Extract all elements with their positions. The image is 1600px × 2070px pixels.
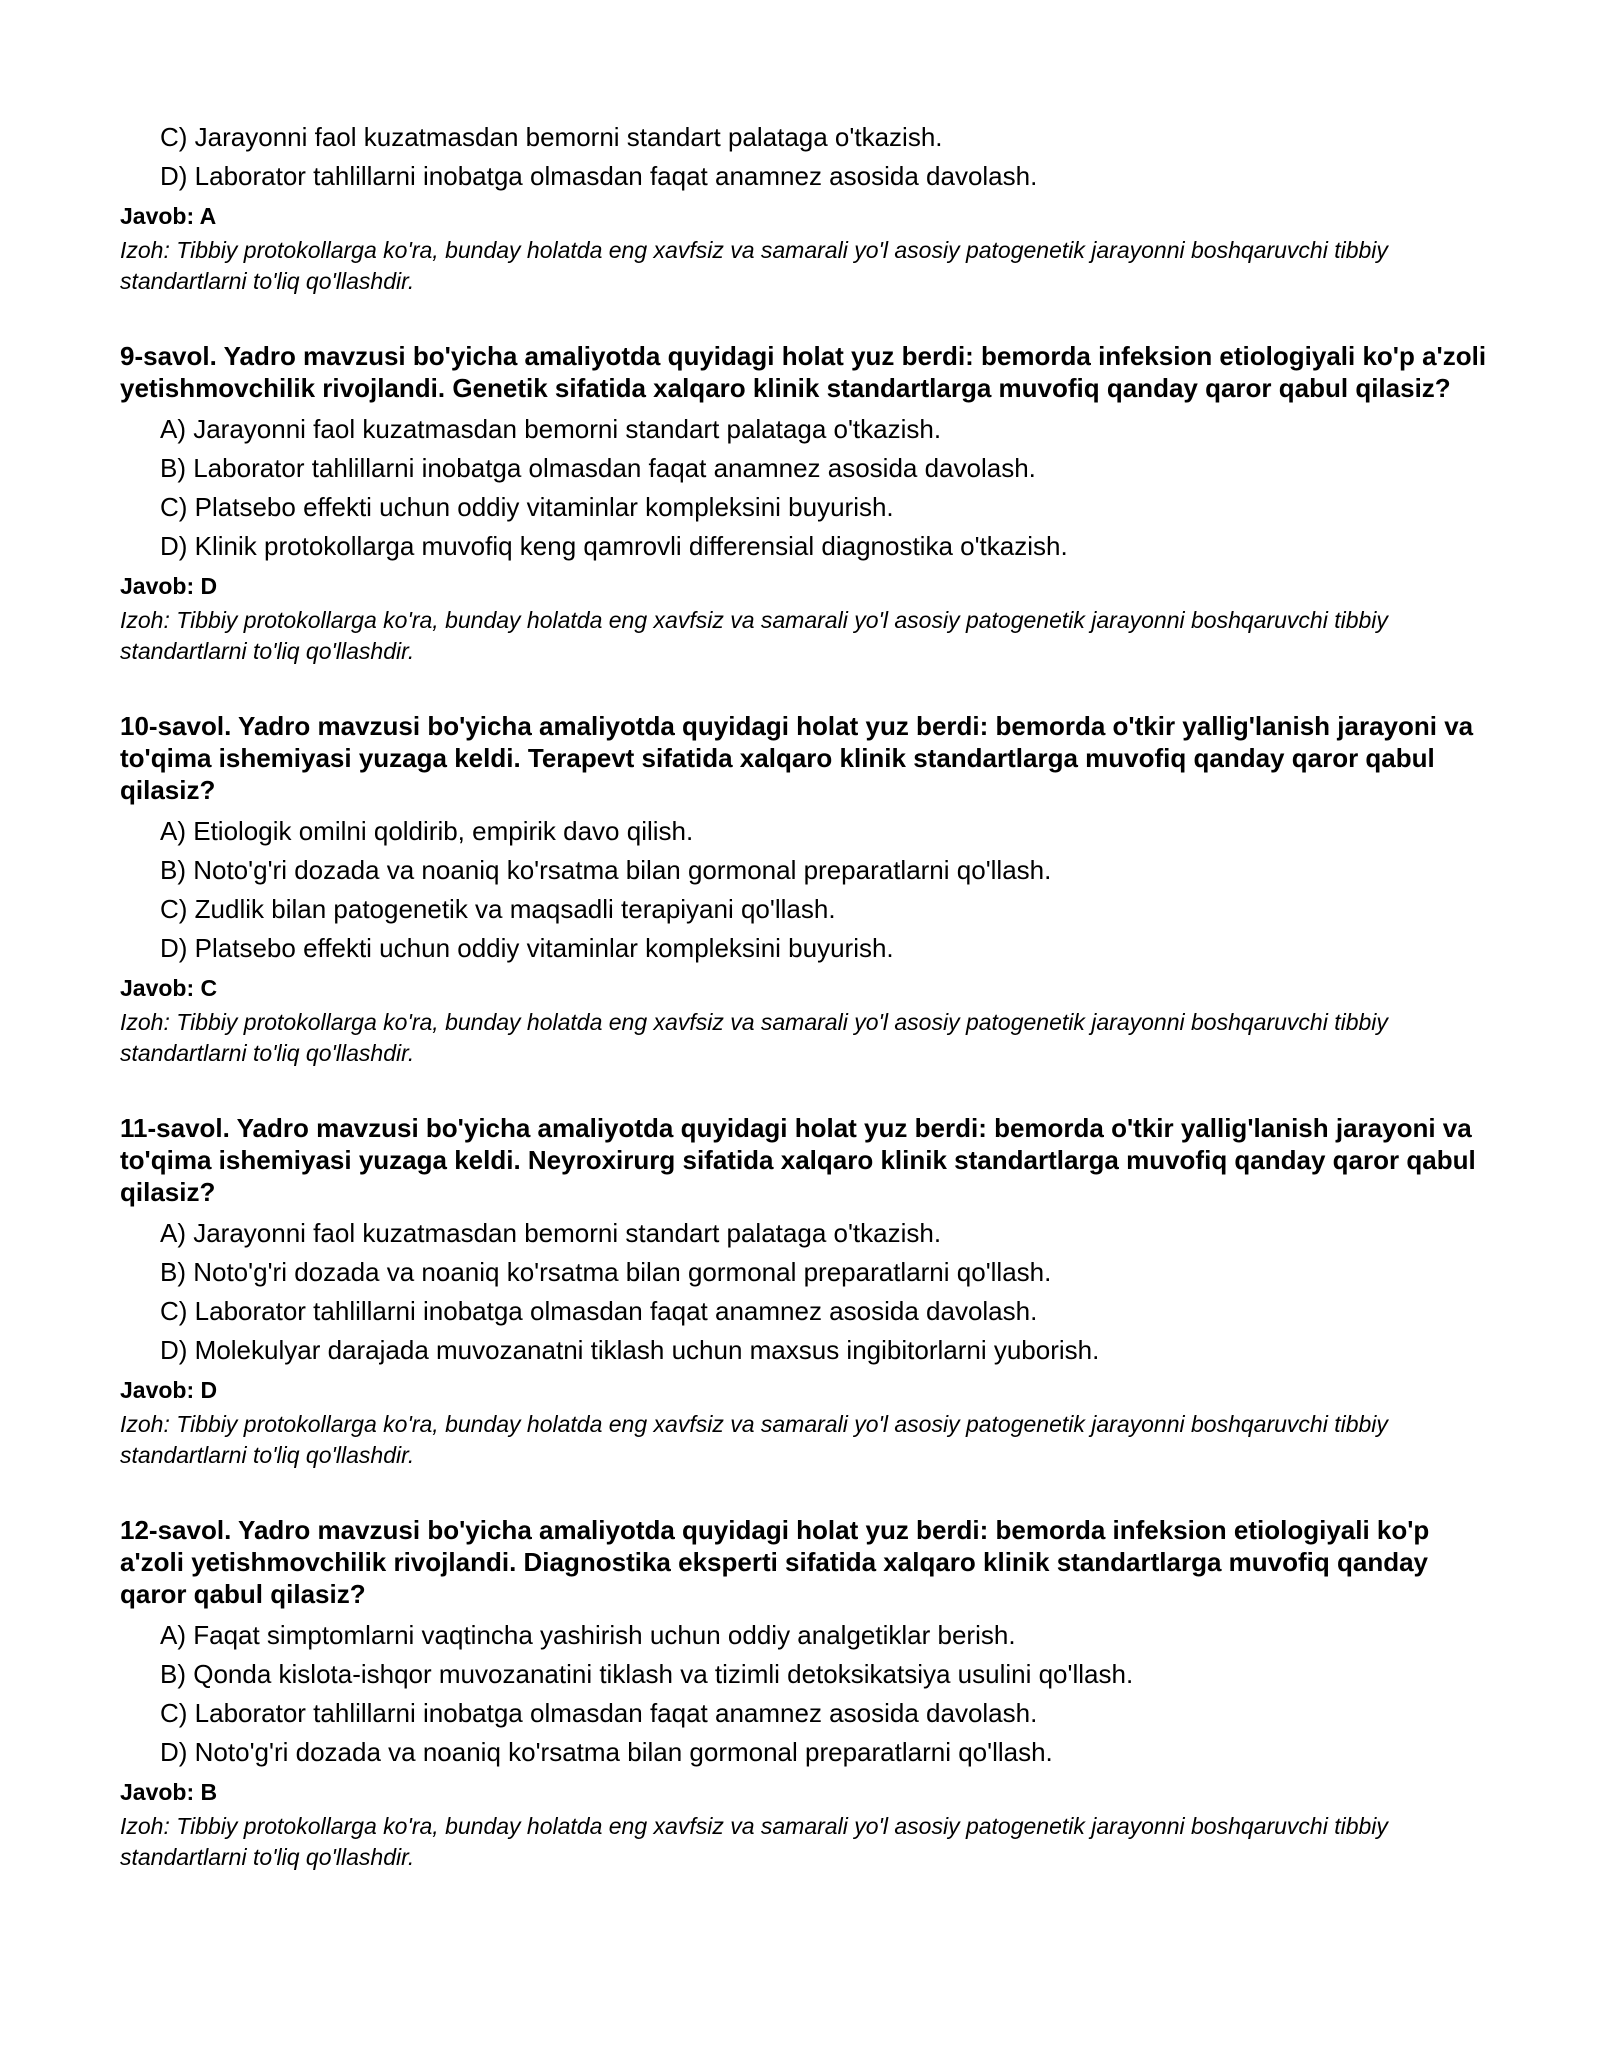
answer-line: Javob: C [120, 975, 218, 1001]
option-d: D) Platsebo effekti uchun oddiy vitaminlar kompleksini buyurish. [160, 933, 894, 963]
option-c: C) Jarayonni faol kuzatmasdan bemorni standart palataga o'tkazish. [160, 122, 943, 152]
option-b: B) Laborator tahlillarni inobatga olmasdan faqat anamnez asosida davolash. [160, 453, 1036, 483]
option-c: C) Laborator tahlillarni inobatga olmasdan faqat anamnez asosida davolash. [160, 1698, 1038, 1728]
option-c: C) Platsebo effekti uchun oddiy vitaminlar kompleksini buyurish. [160, 492, 894, 522]
explanation-note: Izoh: Tibbiy protokollarga ko'ra, bunday holatda eng xavfsiz va samarali yo'l asosiy patogenetik jarayonni boshqaruvchi tibbiy standartlarni to'liq qo'llashdir. [120, 607, 1388, 664]
question-12 [120, 1514, 1500, 1873]
question-9 [120, 340, 1500, 667]
option-a: A) Jarayonni faol kuzatmasdan bemorni standart palataga o'tkazish. [160, 1218, 942, 1248]
option-a: A) Faqat simptomlarni vaqtincha yashirish uchun oddiy analgetiklar berish. [160, 1620, 1016, 1650]
option-a: A) Jarayonni faol kuzatmasdan bemorni standart palataga o'tkazish. [160, 414, 942, 444]
answer-line: Javob: D [120, 573, 218, 599]
explanation-note: Izoh: Tibbiy protokollarga ko'ra, bunday holatda eng xavfsiz va samarali yo'l asosiy patogenetik jarayonni boshqaruvchi tibbiy standartlarni to'liq qo'llashdir. [120, 1411, 1388, 1468]
option-b: B) Noto'g'ri dozada va noaniq ko'rsatma bilan gormonal preparatlarni qo'llash. [160, 855, 1052, 885]
option-c: C) Laborator tahlillarni inobatga olmasdan faqat anamnez asosida davolash. [160, 1296, 1038, 1326]
question-8-fragment [120, 118, 1500, 297]
explanation-note: Izoh: Tibbiy protokollarga ko'ra, bunday holatda eng xavfsiz va samarali yo'l asosiy patogenetik jarayonni boshqaruvchi tibbiy standartlarni to'liq qo'llashdir. [120, 237, 1388, 294]
option-d: D) Klinik protokollarga muvofiq keng qamrovli differensial diagnostika o'tkazish. [160, 531, 1068, 561]
document-page [120, 118, 1500, 1873]
answer-line: Javob: B [120, 1779, 218, 1805]
option-b: B) Noto'g'ri dozada va noaniq ko'rsatma bilan gormonal preparatlarni qo'llash. [160, 1257, 1052, 1287]
question-11 [120, 1112, 1500, 1471]
option-d: D) Molekulyar darajada muvozanatni tiklash uchun maxsus ingibitorlarni yuborish. [160, 1335, 1100, 1365]
question-text: 12-savol. Yadro mavzusi bo'yicha amaliyotda quyidagi holat yuz berdi: bemorda infeksion etiologiyali ko'p a'zoli yetishmovchilik rivojlandi. Diagnostika eksperti sifatida xalqaro klinik standartlarga muvofiq qanday qaror qabul qilasiz? [120, 1515, 1430, 1609]
answer-line: Javob: D [120, 1377, 218, 1403]
question-text: 9-savol. Yadro mavzusi bo'yicha amaliyotda quyidagi holat yuz berdi: bemorda infeksion etiologiyali ko'p a'zoli yetishmovchilik rivojlandi. Genetik sifatida xalqaro klinik standartlarga muvofiq qanday qaror qabul qilasiz? [120, 341, 1487, 403]
question-text: 10-savol. Yadro mavzusi bo'yicha amaliyotda quyidagi holat yuz berdi: bemorda o'tkir yallig'lanish jarayoni va to'qima ishemiyasi yuzaga keldi. Terapevt sifatida xalqaro klinik standartlarga muvofiq qanday qaror qabul qilasiz? [120, 711, 1474, 805]
option-b: B) Qonda kislota-ishqor muvozanatini tiklash va tizimli detoksikatsiya usulini qo'llash. [160, 1659, 1134, 1689]
option-d: D) Noto'g'ri dozada va noaniq ko'rsatma bilan gormonal preparatlarni qo'llash. [160, 1737, 1053, 1767]
explanation-note: Izoh: Tibbiy protokollarga ko'ra, bunday holatda eng xavfsiz va samarali yo'l asosiy patogenetik jarayonni boshqaruvchi tibbiy standartlarni to'liq qo'llashdir. [120, 1009, 1388, 1066]
explanation-note: Izoh: Tibbiy protokollarga ko'ra, bunday holatda eng xavfsiz va samarali yo'l asosiy patogenetik jarayonni boshqaruvchi tibbiy standartlarni to'liq qo'llashdir. [120, 1813, 1388, 1870]
option-c: C) Zudlik bilan patogenetik va maqsadli terapiyani qo'llash. [160, 894, 836, 924]
answer-line: Javob: A [120, 203, 217, 229]
question-text: 11-savol. Yadro mavzusi bo'yicha amaliyotda quyidagi holat yuz berdi: bemorda o'tkir yallig'lanish jarayoni va to'qima ishemiyasi yuzaga keldi. Neyroxirurg sifatida xalqaro klinik standartlarga muvofiq qanday qaror qabul qilasiz? [120, 1113, 1476, 1207]
option-d: D) Laborator tahlillarni inobatga olmasdan faqat anamnez asosida davolash. [160, 161, 1038, 191]
question-10 [120, 710, 1500, 1069]
option-a: A) Etiologik omilni qoldirib, empirik davo qilish. [160, 816, 694, 846]
